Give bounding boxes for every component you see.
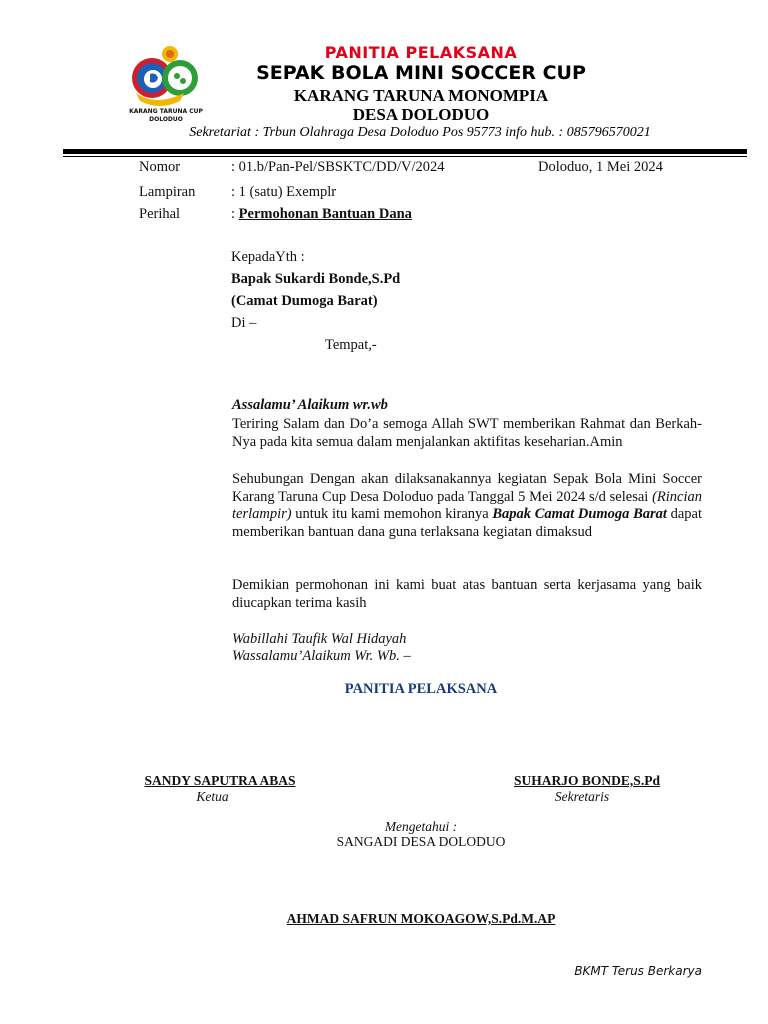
- request-attachment-note: (Rincian terlampir): [232, 488, 702, 522]
- village-name: DESA DOLODUO: [352, 105, 490, 124]
- opening-paragraph: Teriring Salam dan Do’a semoga Allah SWT memberikan Rahmat dan Berkah-Nya pada kita semua dalam menjalankan aktifitas keseharian.Amin: [232, 416, 702, 450]
- village-head-name: AHMAD SAFRUN MOKOAGOW,S.Pd.M.AP: [286, 911, 556, 926]
- footer-tagline: BKMT Terus Berkarya: [574, 964, 702, 978]
- greeting: Assalamu’ Alaikum wr.wb: [232, 397, 388, 413]
- logo-caption: KARANG TARUNA CUP DOLODUO: [129, 108, 203, 123]
- recipient-di: Di –: [231, 315, 257, 331]
- request-text-2: untuk itu kami memohon kiranya: [291, 506, 493, 522]
- request-paragraph: [232, 471, 702, 541]
- closing-salam: Wassalamu’Alaikum Wr. Wb. –: [232, 648, 411, 664]
- secretariat-address: Sekretariat : Trbun Olahraga Desa Doloduo Pos 95773 info hub. : 085796570021: [189, 125, 651, 140]
- letterhead-divider-thick: [63, 149, 747, 154]
- nomor-label: Nomor: [139, 159, 181, 175]
- recipient-title: (Camat Dumoga Barat): [231, 293, 378, 309]
- event-title: SEPAK BOLA MINI SOCCER CUP: [256, 62, 586, 84]
- village-head-title: SANGADI DESA DOLODUO: [336, 834, 506, 849]
- perihal-label: Perihal: [139, 206, 181, 222]
- secretary-role: Sekretaris: [554, 789, 610, 804]
- chair-name: SANDY SAPUTRA ABAS: [144, 773, 296, 788]
- secretary-name: SUHARJO BONDE,S.Pd: [514, 773, 660, 788]
- perihal-colon: :: [231, 206, 239, 222]
- chair-role: Ketua: [196, 789, 229, 804]
- recipient-name: Bapak Sukardi Bonde,S.Pd: [231, 271, 401, 287]
- recipient-salutation: KepadaYth :: [231, 249, 305, 265]
- nomor-value: : 01.b/Pan-Pel/SBSKTC/DD/V/2024: [231, 159, 445, 175]
- request-text-3: dapat memberikan bantuan dana guna terlaksana kegiatan dimaksud: [232, 506, 702, 540]
- perihal-subject: Permohonan Bantuan Dana: [238, 206, 412, 222]
- closing-prayer: Wabillahi Taufik Wal Hidayah: [232, 631, 407, 647]
- letter-date: Doloduo, 1 Mei 2024: [538, 159, 663, 175]
- recipient-place: Tempat,-: [325, 337, 377, 353]
- committee-heading: PANITIA PELAKSANA: [324, 43, 518, 62]
- lampiran-value: : 1 (satu) Exemplr: [231, 184, 337, 200]
- request-addressee: Bapak Camat Dumoga Barat: [492, 506, 667, 522]
- perihal-line: [231, 206, 412, 223]
- lampiran-label: Lampiran: [139, 184, 196, 200]
- committee-signature-heading: PANITIA PELAKSANA: [344, 681, 498, 697]
- letterhead-divider-thin: [63, 156, 747, 157]
- acknowledged-label: Mengetahui :: [384, 819, 458, 834]
- closing-paragraph: Demikian permohonan ini kami buat atas bantuan serta kerjasama yang baik diucapkan terima kasih: [232, 577, 702, 611]
- request-text-1: Sehubungan Dengan akan dilaksanakannya kegiatan Sepak Bola Mini Soccer Karang Taruna Cup Desa Doloduo pada Tanggal 5 Mei 2024 s/d selesai: [232, 471, 702, 505]
- organization-name: KARANG TARUNA MONOMPIA: [293, 86, 549, 105]
